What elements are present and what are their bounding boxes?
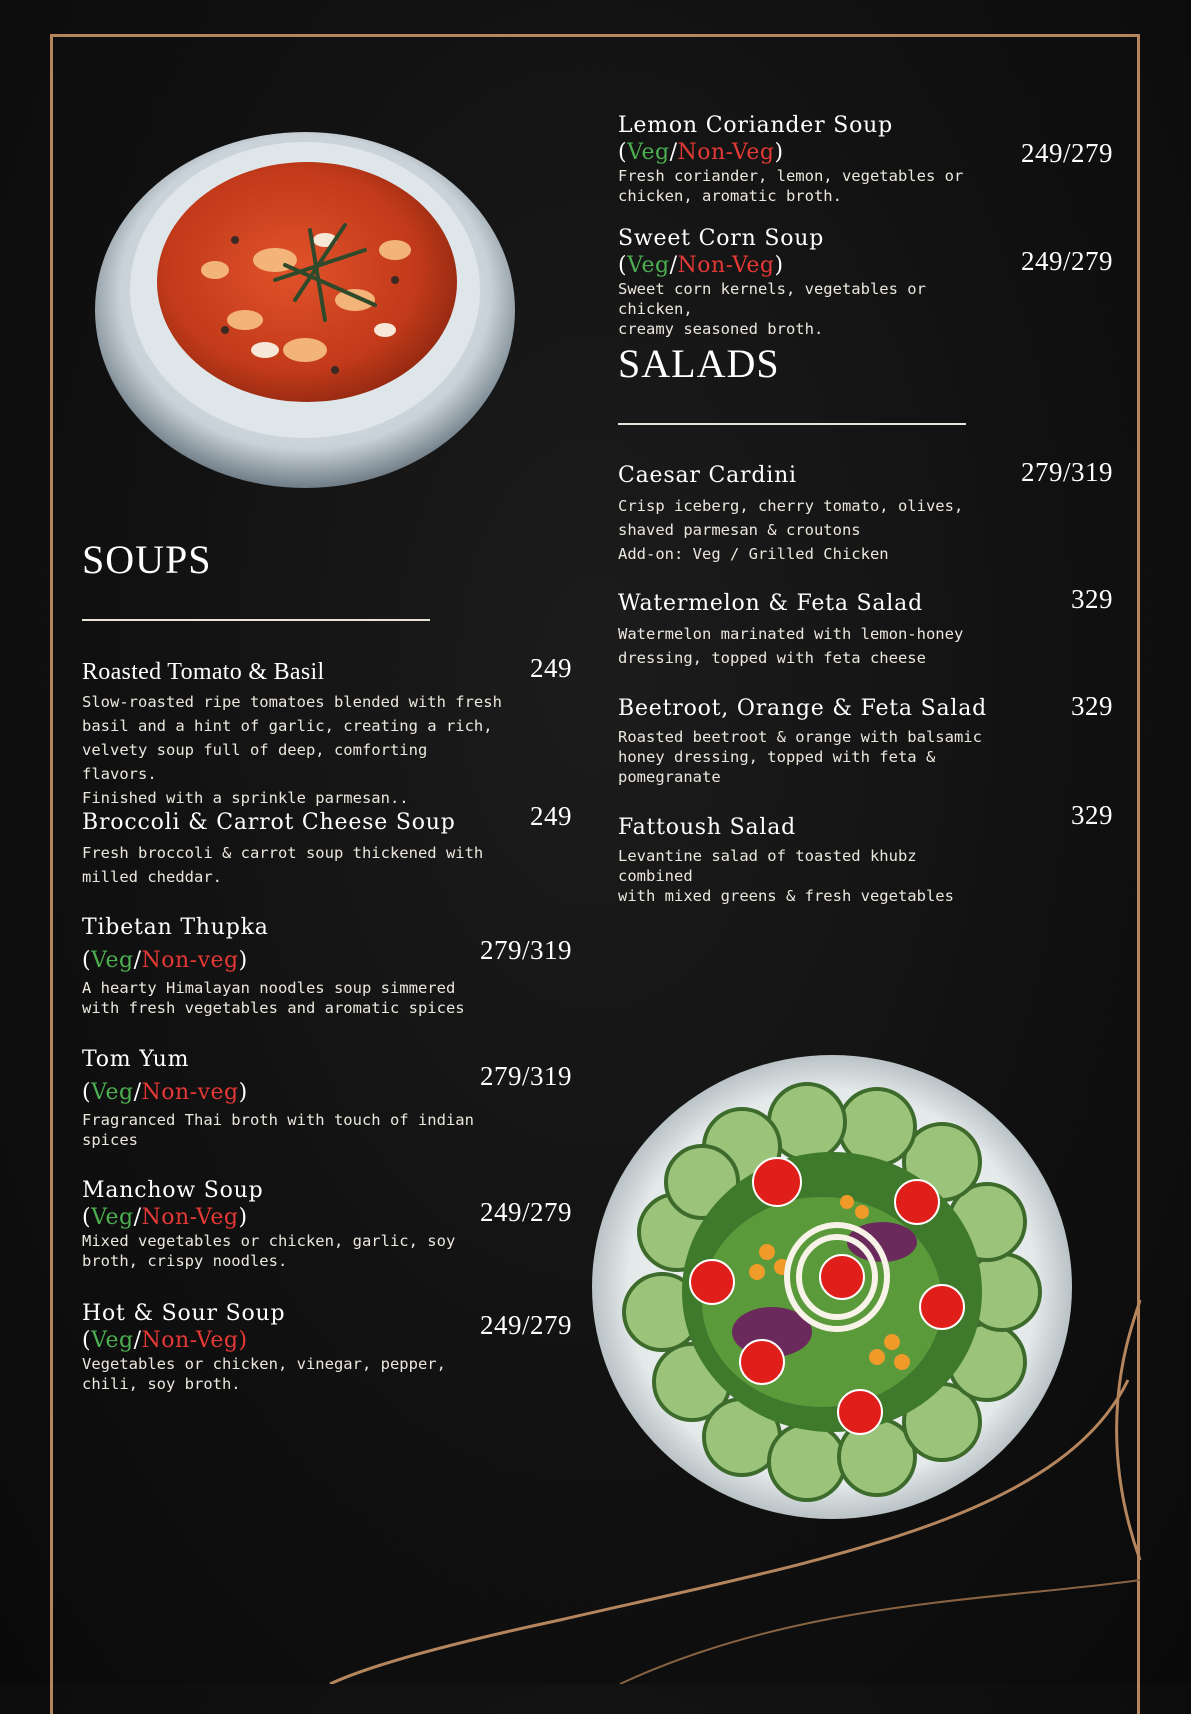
item-description: Crisp iceberg, cherry tomato, olives, shaved parmesan & croutons Add-on: Veg / Grilled Chicken (618, 497, 964, 563)
item-description: Slow-roasted ripe tomatoes blended with fresh basil and a hint of garlic, creating a rich, velvety soup full of deep, comforting flavors. Finished with a sprinkle parmesan.. (82, 693, 502, 807)
item-price: 279/319 (479, 1061, 572, 1091)
nonveg-label: Non-Veg (141, 1328, 239, 1353)
nonveg-label: Non-Veg (677, 140, 775, 165)
item-price: 279/319 (1020, 457, 1113, 487)
menu-item-lemon-coriander (618, 112, 998, 206)
item-price: 249/279 (479, 1310, 572, 1340)
item-name: Caesar Cardini (618, 463, 797, 488)
salads-divider (618, 423, 966, 425)
salad-plate-image (592, 1052, 1072, 1522)
item-name: Roasted Tomato & Basil (82, 659, 325, 685)
menu-item-roasted-tomato (82, 658, 502, 810)
item-description: Mixed vegetables or chicken, garlic, soy broth, crispy noodles. (82, 1232, 456, 1270)
item-description: Fresh broccoli & carrot soup thickened with milled cheddar. (82, 844, 484, 886)
menu-item-hot-sour (82, 1300, 502, 1394)
veg-nonveg-tag: (Veg/Non-Veg) (618, 253, 784, 278)
veg-label: Veg (91, 1328, 134, 1353)
veg-label: Veg (627, 140, 670, 165)
veg-nonveg-tag: (Veg/Non-veg) (82, 1080, 248, 1105)
item-price: 279/319 (479, 935, 572, 965)
menu-item-beetroot-orange (618, 695, 998, 787)
veg-label: Veg (91, 1080, 134, 1105)
item-name: Broccoli & Carrot Cheese Soup (82, 810, 456, 835)
menu-item-fattoush (618, 814, 998, 906)
item-price: 329 (1071, 584, 1113, 614)
veg-nonveg-tag: (Veg/Non-Veg) (618, 140, 784, 165)
menu-item-sweet-corn (618, 225, 998, 339)
item-description: Sweet corn kernels, vegetables or chicken, creamy seasoned broth. (618, 280, 926, 338)
item-name: Tibetan Thupka (82, 915, 269, 940)
nonveg-label: Non-Veg (677, 253, 775, 278)
item-description: Fresh coriander, lemon, vegetables or chicken, aromatic broth. (618, 167, 964, 205)
veg-label: Veg (627, 253, 670, 278)
nonveg-label: Non-Veg (141, 1205, 239, 1230)
item-description: Fragranced Thai broth with touch of indian spices (82, 1111, 474, 1149)
item-price: 249/279 (1020, 246, 1113, 276)
item-price: 249 (530, 653, 572, 683)
item-price: 249/279 (479, 1197, 572, 1227)
item-name: Manchow Soup (82, 1178, 264, 1203)
item-price: 329 (1071, 691, 1113, 721)
veg-nonveg-tag: (Veg/Non-Veg) (82, 1205, 248, 1230)
item-name: Hot & Sour Soup (82, 1301, 286, 1326)
item-name: Fattoush Salad (618, 815, 797, 840)
menu-item-manchow (82, 1177, 502, 1271)
veg-nonveg-tag: (Veg/Non-veg) (82, 948, 248, 973)
veg-nonveg-tag: (Veg/Non-Veg) (82, 1328, 248, 1353)
item-description: Levantine salad of toasted khubz combined with mixed greens & fresh vegetables (618, 847, 954, 905)
menu-item-tibetan-thupka (82, 914, 502, 1018)
item-price: 249 (530, 801, 572, 831)
soup-bowl-image (95, 130, 525, 500)
nonveg-label: Non-veg (141, 1080, 239, 1105)
item-description: A hearty Himalayan noodles soup simmered with fresh vegetables and aromatic spices (82, 979, 465, 1017)
item-name: Tom Yum (82, 1047, 190, 1072)
soups-divider (82, 619, 430, 621)
item-description: Vegetables or chicken, vinegar, pepper, chili, soy broth. (82, 1355, 446, 1393)
soups-heading: SOUPS (82, 537, 212, 582)
item-price: 329 (1071, 800, 1113, 830)
item-description: Roasted beetroot & orange with balsamic honey dressing, topped with feta & pomegranate (618, 728, 982, 786)
item-name: Lemon Coriander Soup (618, 113, 893, 138)
salads-heading: SALADS (618, 341, 780, 386)
item-name: Sweet Corn Soup (618, 226, 825, 251)
veg-label: Veg (91, 948, 134, 973)
item-name: Beetroot, Orange & Feta Salad (618, 696, 988, 721)
nonveg-label: Non-veg (141, 948, 239, 973)
menu-item-broccoli-carrot (82, 809, 502, 889)
veg-label: Veg (91, 1205, 134, 1230)
item-description: Watermelon marinated with lemon-honey dressing, topped with feta cheese (618, 625, 964, 667)
menu-item-caesar-cardini (618, 462, 998, 566)
item-price: 249/279 (1020, 138, 1113, 168)
menu-item-watermelon-feta (618, 590, 998, 670)
item-name: Watermelon & Feta Salad (618, 591, 923, 616)
menu-item-tom-yum (82, 1046, 502, 1150)
